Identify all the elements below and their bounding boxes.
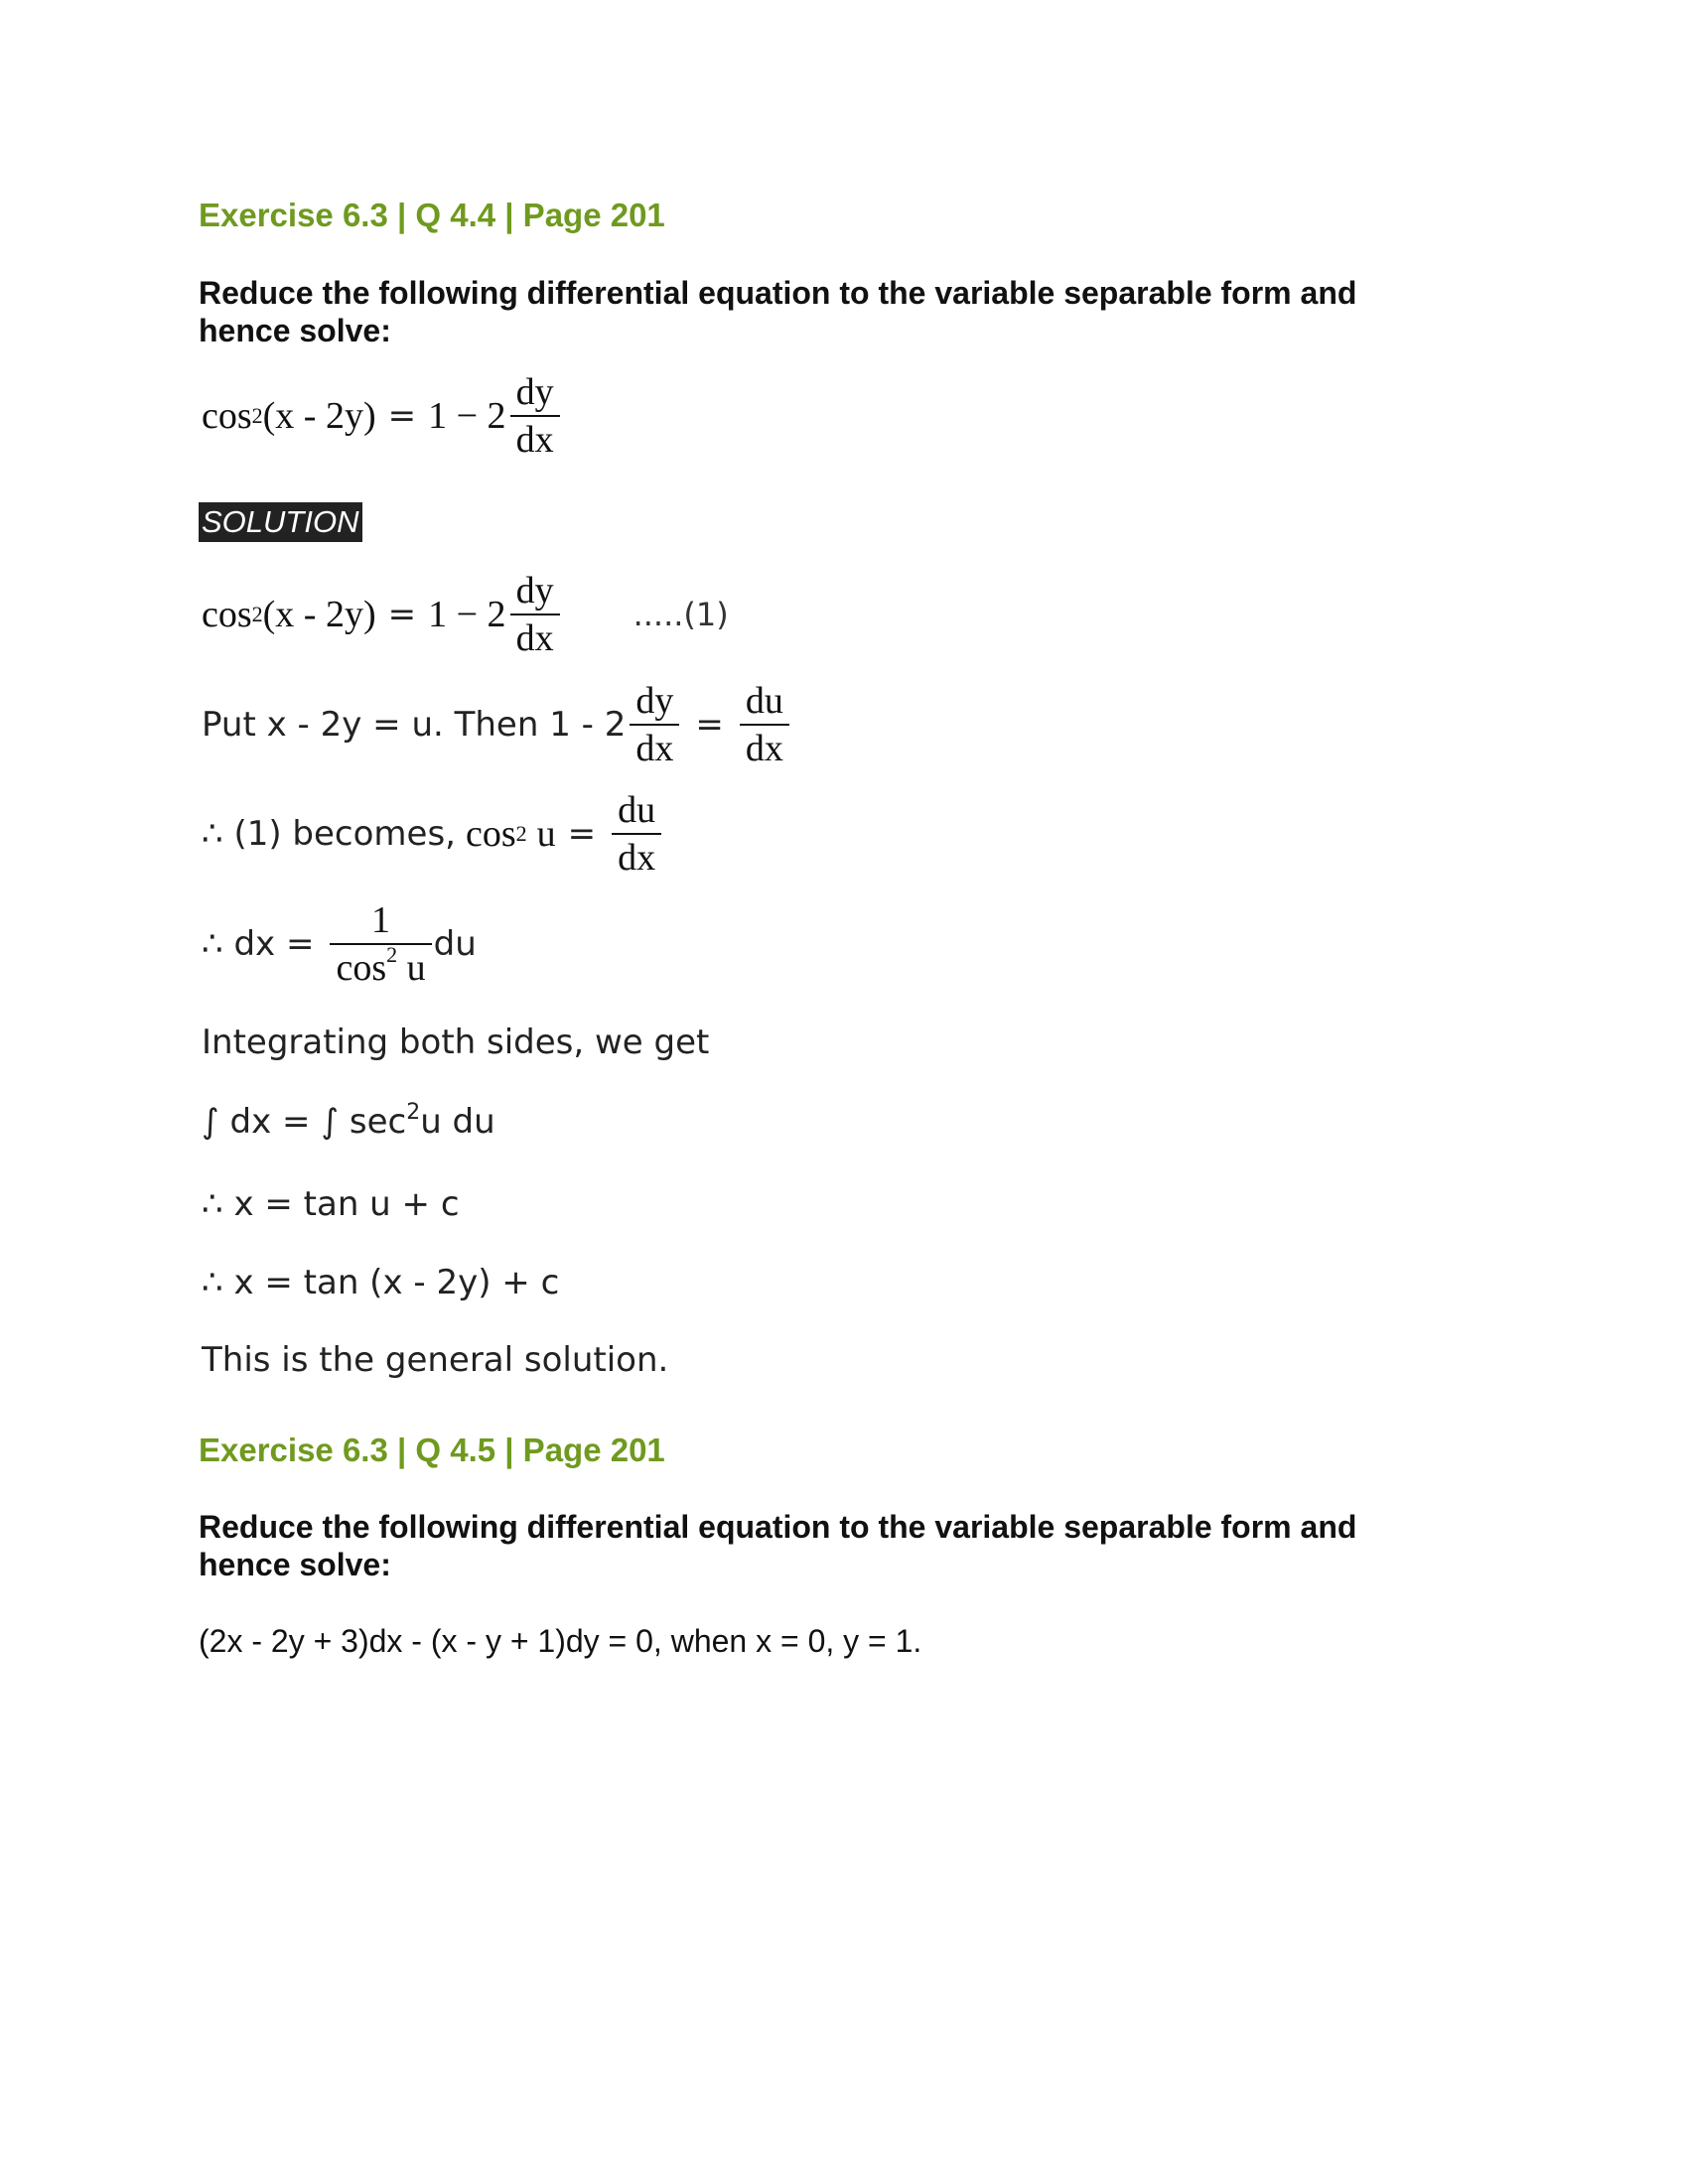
fraction-denominator: dx — [515, 419, 554, 461]
step1-fraction — [510, 568, 560, 661]
fraction-numerator: du — [618, 789, 656, 831]
eq-equals: = — [387, 396, 417, 436]
step3-fn: cos — [465, 813, 516, 855]
step1-rhs-prefix: 1 − 2 — [428, 594, 506, 635]
question-equation-q4-5: (2x - 2y + 3)dx - (x - y + 1)dy = 0, when x = 0, y = 1. — [199, 1623, 922, 1659]
eq-lhs-arg: (x - 2y) — [262, 395, 376, 437]
solution-step-5: Integrating both sides, we get — [202, 1023, 710, 1062]
question-text-q4-5 — [199, 1508, 1509, 1583]
step1-lhs-fn: cos — [202, 594, 252, 635]
eq-fraction-dy-dx — [510, 369, 560, 463]
eq-rhs-prefix: 1 − 2 — [428, 395, 506, 437]
fraction-numerator: dy — [635, 680, 674, 722]
step4-fraction — [330, 897, 431, 991]
fraction-denominator: dx — [635, 728, 674, 769]
fraction-denominator: dx — [515, 617, 554, 659]
question-line-1: Reduce the following differential equation to the variable separable form and — [199, 1509, 1357, 1545]
solution-step-2 — [202, 678, 793, 771]
solution-step-6 — [202, 1102, 495, 1142]
question-text-q4-4 — [199, 274, 1509, 349]
equation-tag: .....(1) — [633, 596, 729, 633]
step6-lhs: ∫ dx = ∫ sec — [202, 1102, 407, 1142]
question-line-2: hence solve: — [199, 1547, 391, 1582]
step1-lhs-arg: (x - 2y) — [262, 594, 376, 635]
question-line-2: hence solve: — [199, 313, 391, 348]
step3-fraction — [612, 787, 661, 881]
exercise-heading-q4-5: Exercise 6.3 | Q 4.5 | Page 201 — [199, 1432, 665, 1468]
step2-text: Put x - 2y = u. Then 1 - 2 — [202, 705, 627, 745]
fraction-numerator: dy — [515, 570, 554, 612]
eq-lhs-fn: cos — [202, 395, 252, 437]
step2-fraction-du-dx — [740, 678, 789, 771]
step3-equals: = — [567, 814, 597, 854]
den-var: u — [406, 947, 426, 989]
den-power: 2 — [386, 942, 398, 967]
step2-fraction-dy-dx — [630, 678, 679, 771]
fraction-numerator: du — [745, 680, 783, 722]
fraction-numerator: 1 — [371, 899, 391, 941]
exercise-heading-q4-4: Exercise 6.3 | Q 4.4 | Page 201 — [199, 197, 665, 233]
solution-badge: SOLUTION — [199, 502, 362, 542]
step6-power: 2 — [406, 1100, 421, 1125]
step2-equals: = — [695, 705, 724, 745]
fraction-denominator: dx — [618, 837, 656, 879]
fraction-denominator — [330, 942, 431, 991]
fraction-denominator: dx — [745, 728, 783, 769]
solution-step-9: This is the general solution. — [202, 1340, 669, 1380]
solution-step-8: ∴ x = tan (x - 2y) + c — [202, 1263, 560, 1302]
question-line-1: Reduce the following differential equation to the variable separable form and — [199, 275, 1357, 311]
step3-text: ∴ (1) becomes, — [202, 814, 456, 854]
step4-lhs: ∴ dx = — [202, 924, 315, 964]
fraction-numerator: dy — [515, 371, 554, 413]
solution-step-4 — [202, 897, 477, 991]
step6-rest: u du — [420, 1102, 495, 1142]
step1-equals: = — [387, 595, 417, 634]
question-equation-q4-4: cos 2 (x - 2y) = 1 − 2 $\frac{dy}{dx}$ — [202, 369, 564, 463]
solution-step-7: ∴ x = tan u + c — [202, 1184, 460, 1224]
solution-step-1: cos 2 (x - 2y) = 1 − 2 $\frac{dy}{dx}$ .....(1) — [202, 570, 729, 659]
step4-suffix: du — [433, 924, 477, 964]
solution-step-3: ∴ (1) becomes, cos 2 u = $\frac{du}{dx}$ — [202, 787, 665, 881]
step3-var: u — [536, 813, 556, 855]
den-fn: cos — [336, 947, 387, 989]
